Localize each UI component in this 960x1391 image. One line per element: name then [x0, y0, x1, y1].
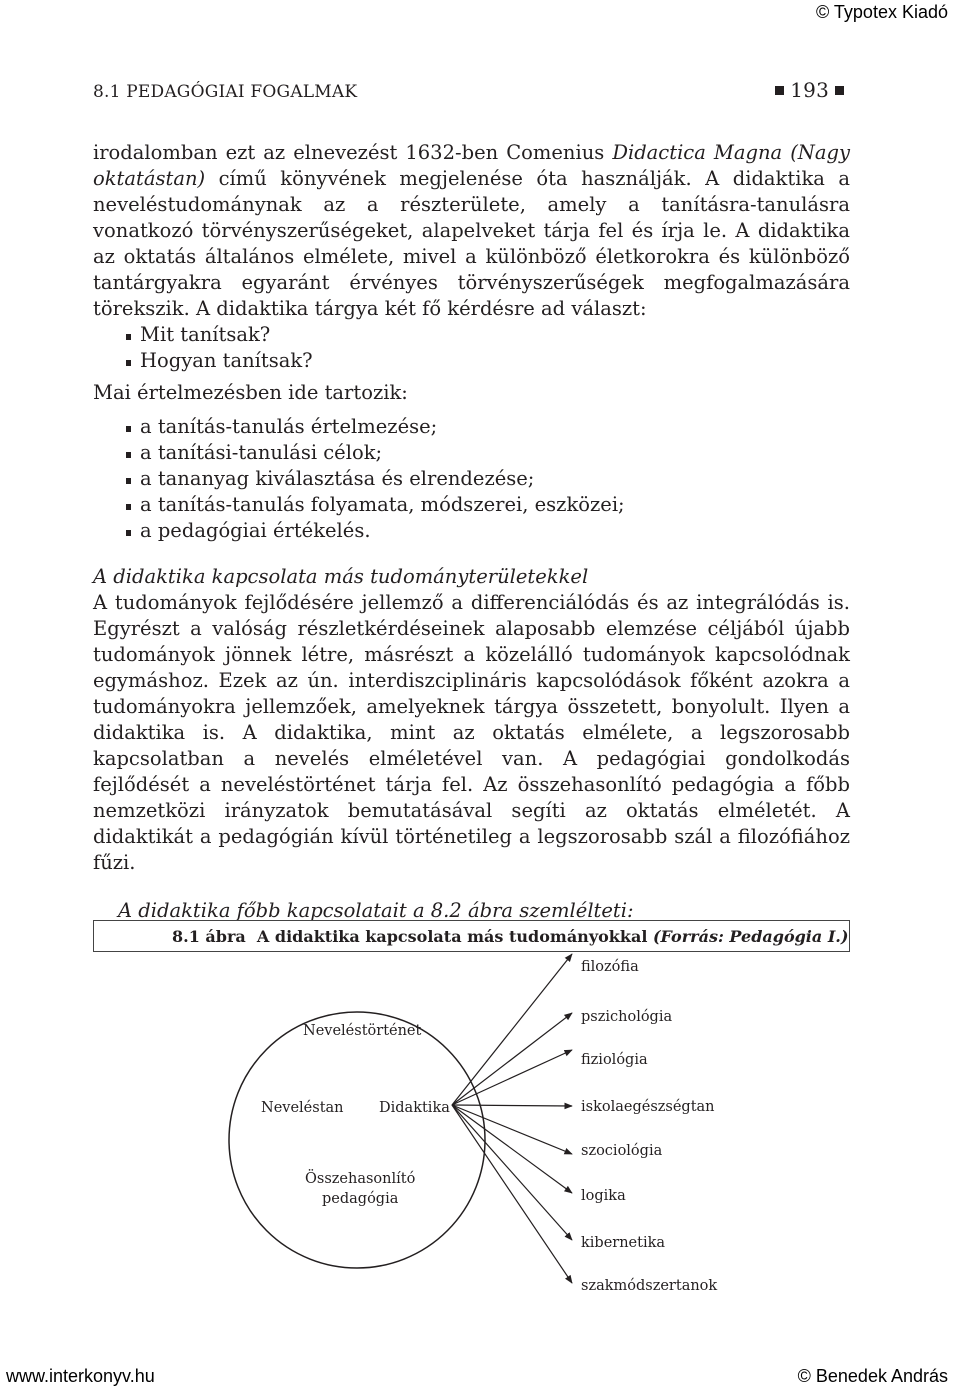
- intro-paragraph: irodalomban ezt az elnevezést 1632-ben Comenius Didactica Magna (Nagy oktatástan) című könyvének megjelenése óta használják. A didaktika a neveléstudománynak az a részterülete, amely a tanításra-tanulásra vonatkozó törvényszerűségeket, alapelveket tárja fel és írja le. A didaktika az oktatás általános elmélete, mivel a különböző életkorokra és különböző tantárgyakra egyaránt érvényes törvényszerűségek megfogalmazására törekszik. A didaktika tárgya két fő kérdésre ad választ:: [93, 141, 850, 320]
- arrow-kibernetika: [452, 1105, 572, 1240]
- label-szociologia: szociológia: [581, 1143, 663, 1159]
- label-iskolaegeszsegtan: iskolaegészségtan: [581, 1099, 715, 1115]
- arrow-iskolaegeszsegtan: [452, 1105, 572, 1106]
- arrow-szakmodszertanok: [452, 1105, 572, 1283]
- list-item: a tananyag kiválasztása és elrendezése;: [93, 466, 850, 492]
- label-nevelestortenet: Neveléstörténet: [303, 1023, 422, 1039]
- label-kibernetika: kibernetika: [581, 1235, 666, 1251]
- arrow-logika: [452, 1105, 572, 1193]
- label-pedagogia: pedagógia: [322, 1191, 399, 1207]
- figure-source: (Forrás: Pedagógia I.): [652, 927, 849, 946]
- figure-number: 8.1 ábra: [172, 927, 246, 946]
- label-didaktika: Didaktika: [379, 1100, 450, 1116]
- label-osszehasonlito: Összehasonlító: [305, 1171, 416, 1187]
- footer-copyright: © Benedek András: [797, 1366, 948, 1386]
- list-item: Hogyan tanítsak?: [93, 348, 850, 374]
- list-item: a tanítás-tanulás folyamata, módszerei, eszközei;: [93, 492, 850, 518]
- figure-title: A didaktika kapcsolata más tudományokkal: [256, 927, 648, 946]
- footer-website: www.interkonyv.hu: [6, 1366, 155, 1386]
- copyright-publisher: © Typotex Kiadó: [815, 2, 948, 22]
- label-pszichologia: pszichológia: [581, 1009, 673, 1025]
- label-nevelestan: Neveléstan: [261, 1100, 344, 1116]
- list-item: a tanítási-tanulási célok;: [93, 440, 850, 466]
- arrow-szociologia: [452, 1105, 572, 1154]
- arrow-filozofia: [452, 954, 572, 1105]
- label-fiziologia: fiziológia: [581, 1052, 648, 1068]
- label-filozofia: filozófia: [581, 959, 639, 975]
- list-item: a tanítás-tanulás értelmezése;: [93, 414, 850, 440]
- page-number: 193: [769, 78, 850, 102]
- section-heading: A didaktika kapcsolata más tudományterületekkel: [93, 565, 589, 588]
- book-title: Didactica Magna (Nagy oktatástan): [93, 141, 850, 190]
- section-title: 8.1 PEDAGÓGIAI FOGALMAK: [93, 82, 358, 102]
- label-logika: logika: [581, 1188, 626, 1204]
- didactics-circle: [229, 1012, 485, 1268]
- list-item: Mit tanítsak?: [93, 322, 850, 348]
- list-item: a pedagógiai értékelés.: [93, 518, 850, 544]
- figure-intro: A didaktika főbb kapcsolatait a 8.2 ábra szemlélteti:: [118, 899, 634, 922]
- scope-intro: Mai értelmezésben ide tartozik:: [93, 381, 408, 404]
- arrow-pszichologia: [452, 1013, 572, 1105]
- label-szakmodszertanok: szakmódszertanok: [581, 1278, 718, 1294]
- section-paragraph: A tudományok fejlődésére jellemző a differenciálódás és az integrálódás is. Egyrészt a valóság részletkérdéseinek alaposabb elemzése céljából újabb tudományok jönnek létre, másrészt a közelálló tudományok kapcsolódnak egymáshoz. Ezek az ún. interdiszciplináris kapcsolódások főként azokra a tudományokra jellemzőek, amelyeknek tárgya összetett, bonyolult. Ilyen a didaktika is. A didaktika, mint az oktatás elmélete, a legszorosabb kapcsolatban a nevelés elméletével van. A pedagógiai gondolkodás fejlődését a neveléstörténet tárja fel. Az összehasonlító pedagógia a főbb nemzetközi irányzatok bemutatásával segíti az oktatás elméletét. A didaktikát a pedagógián kívül történetileg a legszorosabb szál a filozófiához fűzi.: [93, 591, 850, 874]
